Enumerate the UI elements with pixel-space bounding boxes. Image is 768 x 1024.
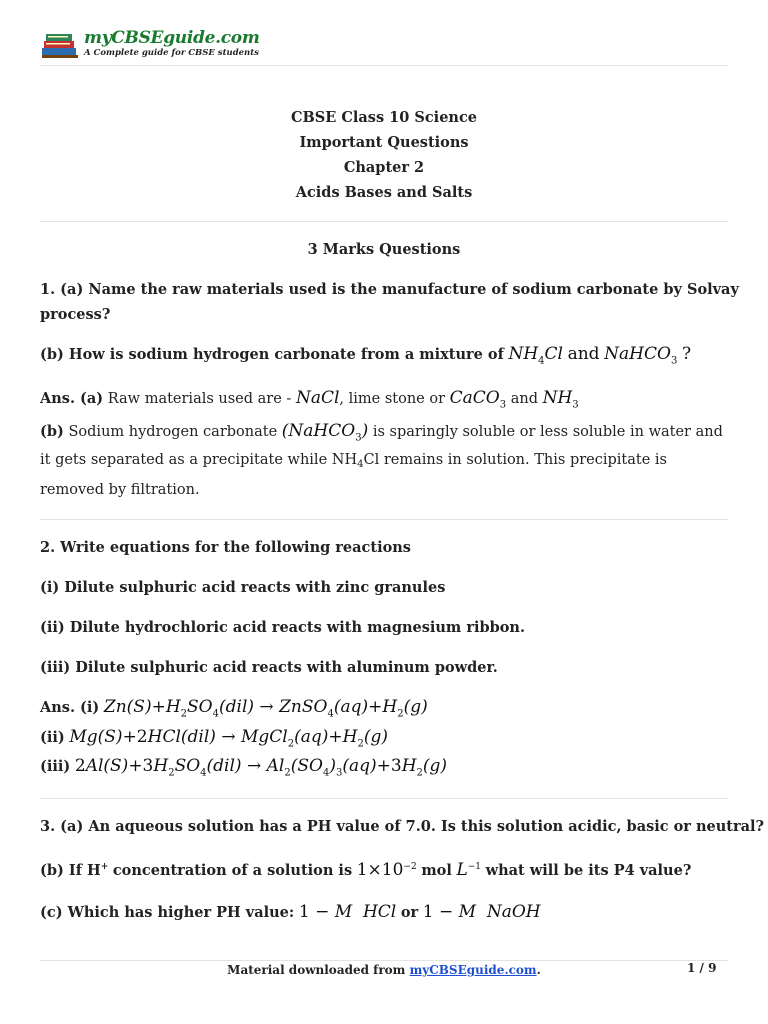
logo-title: myCBSEguide.com [84, 28, 260, 48]
q3-b-text1: (b) If H [40, 862, 101, 879]
q2-ans-ii-label: (ii) [40, 729, 65, 746]
site-logo[interactable] [40, 28, 260, 60]
q1-ans-b-label: (b) [40, 423, 64, 440]
logo-subtitle: A Complete guide for CBSE students [84, 48, 259, 58]
page-number: 1 / 9 [687, 961, 717, 975]
q3-b-value: $1\times 10^{-2}$ [356, 860, 417, 880]
q2-ii: (ii) Dilute hydrochloric acid reacts with magnesium ribbon. [40, 619, 526, 636]
q1-ans-a [40, 388, 579, 410]
q2-heading: 2. Write equations for the following reactions [40, 539, 411, 556]
q3-a: 3. (a) An aqueous solution has a PH value of 7.0. Is this solution acidic, basic or neutral? [40, 818, 765, 835]
q3-b-text2: concentration of a solution is [112, 862, 353, 879]
q2-ans-i-label: Ans. (i) [40, 699, 100, 716]
q1-a-line2: process? [40, 306, 111, 323]
divider [40, 798, 728, 799]
q2-iii: (iii) Dilute sulphuric acid reacts with aluminum powder. [40, 659, 498, 676]
q2-ans-ii [40, 727, 388, 749]
q2-i: (i) Dilute sulphuric acid reacts with zinc granules [40, 579, 446, 596]
q1-ans-a-text1: Raw materials used are - [107, 391, 292, 407]
q2-ans-i-eq: $Zn(S)+H_2SO_4(dil)$ → $ZnSO_4(aq)+H_2(g)$ [103, 697, 428, 720]
doc-title-line1: CBSE Class 10 Science [290, 109, 478, 126]
doc-title-line2: Important Questions [299, 134, 469, 151]
q2-ans-i [40, 697, 428, 719]
q1-b-text: (b) How is sodium hydrogen carbonate from a mixture of [40, 346, 504, 363]
q3-c-formula1: 1 − M HCl [298, 902, 397, 922]
q3-c-formula2: 1 − M NaOH [422, 902, 541, 922]
q3-b-sup: + [100, 862, 109, 872]
q1-b-formula1: $NH_4Cl$ [508, 344, 563, 367]
q3-b [40, 860, 691, 880]
footer [0, 963, 768, 977]
header-divider [40, 65, 728, 66]
q2-ans-iii-label: (iii) [40, 758, 71, 775]
q2-ans-iii-eq: $2Al(S)+3H_2SO_4(dil) \to Al_2(SO_4)_3(aq)+3H_2(g)$ [74, 756, 448, 779]
q3-c-text: (c) Which has higher PH value: [40, 904, 295, 921]
q1-ans-a-label: Ans. (a) [40, 390, 104, 407]
q3-b-mol: mol [421, 862, 452, 879]
q1-ans-b-text1: Sodium hydrogen carbonate [68, 424, 278, 440]
doc-title-line3: Chapter 2 [343, 159, 425, 176]
doc-title-line4: Acids Bases and Salts [295, 184, 473, 201]
q3-c-or: or [400, 904, 419, 921]
q1-ans-nh3: $NH_3$ [542, 388, 579, 411]
q1-ans-caco3: CaCO$_3$ [449, 388, 507, 411]
q1-b [40, 344, 691, 366]
section-heading: 3 Marks Questions [307, 241, 461, 258]
q2-ans-iii [40, 756, 447, 778]
q1-ans-b-text2: is sparingly soluble or less soluble in water and [372, 424, 723, 440]
q3-b-text3: what will be its P4 value? [485, 862, 692, 879]
q1-a-line1: 1. (a) Name the raw materials used is the manufacture of sodium carbonate by Solvay [40, 281, 739, 298]
footer-period: . [536, 963, 541, 977]
divider [40, 221, 728, 222]
footer-link[interactable]: myCBSEguide.com [409, 963, 537, 977]
books-icon [40, 30, 80, 60]
q3-b-L: $L^{-1}$ [456, 860, 482, 880]
q1-b-qmark: ? [681, 344, 692, 364]
footer-text: Material downloaded from [227, 963, 406, 977]
q1-ans-b-line3: removed by filtration. [40, 482, 200, 498]
footer-divider [40, 960, 728, 961]
q1-ans-and: and [510, 391, 538, 407]
divider [40, 519, 728, 520]
q1-b-formula2: NaHCO$_3$ [604, 344, 678, 367]
q1-ans-a-text2: , lime stone or [339, 391, 446, 407]
q1-ans-b-formula: (NaHCO$_3$) [281, 421, 369, 444]
q1-ans-b-line2: it gets separated as a precipitate while $NH_4Cl$ remains in solution. This precipitate is [40, 452, 667, 470]
q1-ans-nacl: NaCl [295, 388, 340, 408]
q1-b-and: and [567, 344, 600, 364]
q2-ans-ii-eq: $Mg(S)+2HCl(dil) \to MgCl_2(aq)+H_2(g)$ [69, 727, 388, 750]
q3-c [40, 902, 541, 922]
q1-ans-b [40, 421, 723, 443]
